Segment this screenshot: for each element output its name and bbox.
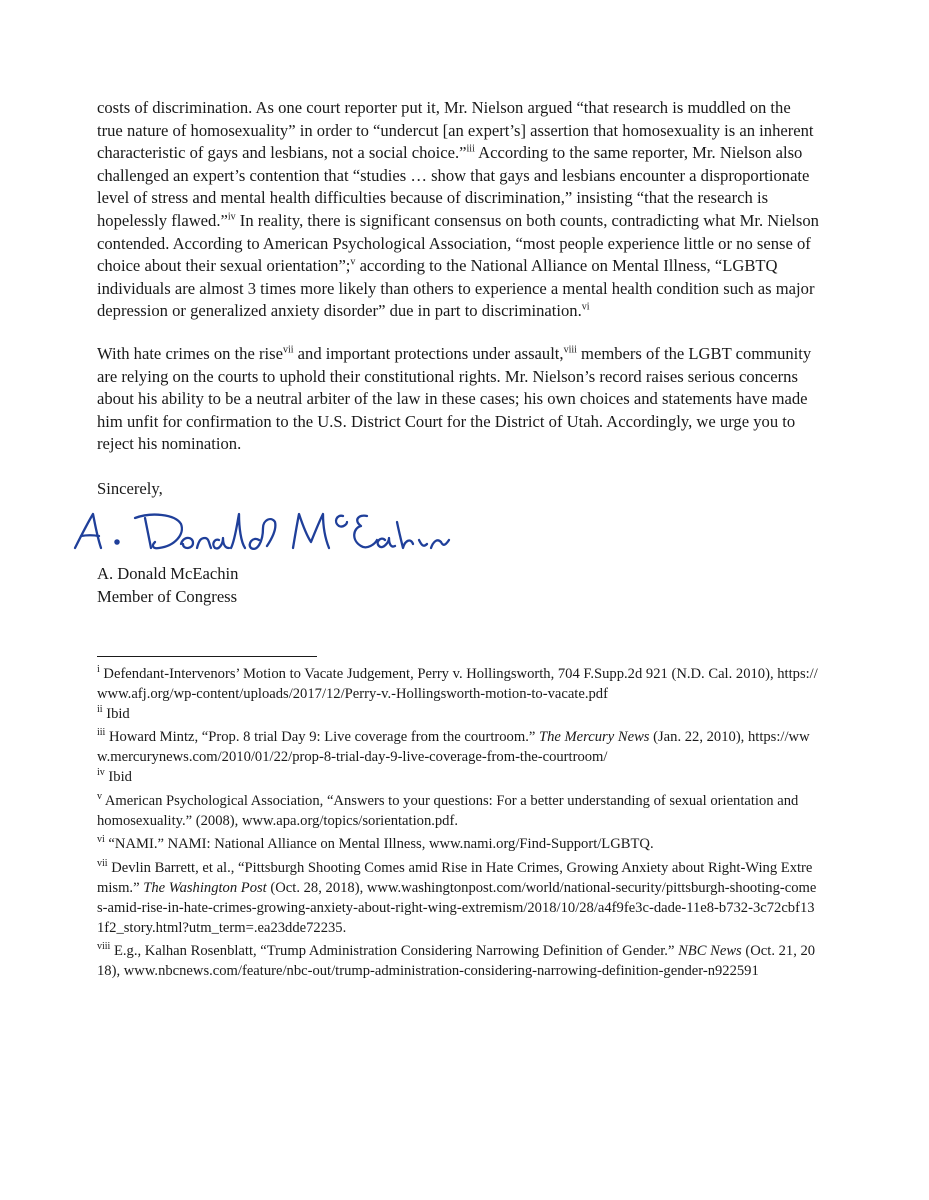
body-paragraph-2 (97, 343, 819, 456)
footnote-text: (Jan. 22, 2010), https://www.mercurynews.com/2010/01/22/prop-8-trial-day-9-live-coverage-from-the-courtroom/ (97, 729, 810, 766)
paragraph-text: members of the LGBT community are relying on the courts to uphold their constitutional rights. Mr. Nielson’s record raises serious concerns about his ability to be a neutral arbiter of the law in these cases; his own choices and statements have made him unfit for confirmation to the U.S. District Court for the District of Utah. Accordingly, we urge you to reject his nomination. (97, 343, 812, 454)
footnote-viii (97, 942, 819, 982)
letter-page (97, 97, 819, 982)
footnotes (97, 665, 819, 982)
footnote-mark: i (97, 664, 100, 676)
footnote-text: E.g., Kalhan Rosenblatt, “Trump Administration Considering Narrowing Definition of Gender.” (110, 943, 679, 960)
footnote-mark: v (97, 791, 102, 803)
handwritten-signature (71, 506, 451, 558)
body-paragraph-1 (97, 97, 819, 323)
paragraph-text: With hate crimes on the rise (97, 343, 283, 363)
signer-name: A. Donald McEachin (97, 563, 239, 583)
signer-title: Member of Congress (97, 586, 238, 606)
footnote-vi (97, 835, 819, 855)
footnote-v (97, 792, 819, 832)
footnote-divider (97, 656, 317, 657)
footnote-ref: viii (563, 344, 577, 356)
closing-salutation: Sincerely, (97, 478, 163, 498)
footnote-ref: iii (466, 143, 475, 155)
footnote-ref: vii (282, 344, 294, 356)
footnote-text: (Oct. 28, 2018), www.washingtonpost.com/world/national-security/pittsburgh-shooting-comes-amid-rise-in-hate-crimes-growing-anxiety-about-right-wing-extremism/2018/10/28/a4f9fe3c-dade-11e8-b732-3c72cbf131f2_story.html?utm_term=.ea23dde72235. (97, 880, 817, 936)
footnote-ref: v (350, 256, 356, 268)
footnote-text: Ibid (102, 705, 130, 722)
footnote-text: Devlin Barrett, et al., “Pittsburgh Shooting Comes amid Rise in Hate Crimes, Growing Anxiety about Right-Wing Extremism.” (97, 860, 813, 897)
paragraph-text: according to the National Alliance on Mental Illness, “LGBTQ individuals are almost 3 times more likely than others to experience a mental health condition such as major depression or generalized anxiety disorder” due in part to discrimination. (97, 256, 815, 321)
footnote-text: (Oct. 21, 2018), www.nbcnews.com/feature/nbc-out/trump-administration-considering-narrowing-definition-gender-n922591 (97, 943, 816, 980)
paragraph-text: According to the same reporter, Mr. Nielson also challenged an expert’s contention that “studies … show that gays and lesbians encounter a disproportionate level of stress and mental health difficulties because of discrimination,” insisting “that the research is hopelessly flawed.” (97, 143, 810, 230)
footnote-iv (97, 768, 819, 788)
footnote-text: “NAMI.” NAMI: National Alliance on Mental Illness, www.nami.org/Find-Support/LGBTQ. (104, 836, 654, 853)
publication-title: NBC News (678, 943, 742, 960)
footnote-ref: iv (227, 211, 236, 223)
footnote-mark: viii (97, 941, 111, 953)
paragraph-text: and important protections under assault, (293, 343, 564, 363)
paragraph-text: costs of discrimination. As one court reporter put it, Mr. Nielson argued “that research is muddled on the true nature of homosexuality” in order to “undercut [an expert’s] assertion that homosexuality is an inherent characteristic of gays and lesbians, not a social choice.” (97, 98, 814, 163)
footnote-ii (97, 705, 819, 725)
publication-title: The Mercury News (538, 729, 650, 746)
footnote-mark: iv (97, 767, 105, 779)
footnote-ref: vi (581, 301, 590, 313)
footnote-text: Howard Mintz, “Prop. 8 trial Day 9: Live coverage from the courtroom.” (105, 729, 539, 746)
publication-title: The Washington Post (143, 880, 267, 897)
footnote-mark: vi (97, 834, 105, 846)
footnote-mark: iii (97, 727, 106, 739)
footnote-mark: ii (97, 703, 103, 715)
footnote-text: Defendant-Intervenors’ Motion to Vacate Judgement, Perry v. Hollingsworth, 704 F.Supp.2d 921 (N.D. Cal. 2010), https://www.afj.org/wp-content/uploads/2017/12/Perry-v.-Hollingsworth-motion-to-vacate.pdf (97, 666, 818, 702)
footnote-text: American Psychological Association, “Answers to your questions: For a better understanding of sexual orientation and homosexuality.” (2008), www.apa.org/topics/sorientation.pdf. (97, 792, 799, 829)
footnote-iii (97, 728, 819, 768)
footnote-vii (97, 859, 819, 938)
footnote-mark: vii (97, 858, 108, 870)
footnote-text: Ibid (104, 769, 132, 786)
footnote-i (97, 665, 819, 705)
paragraph-text: In reality, there is significant consensus on both counts, contradicting what Mr. Nielson contended. According to American Psychological Association, “most people experience little or no sense of choice about their sexual orientation”; (97, 210, 819, 276)
